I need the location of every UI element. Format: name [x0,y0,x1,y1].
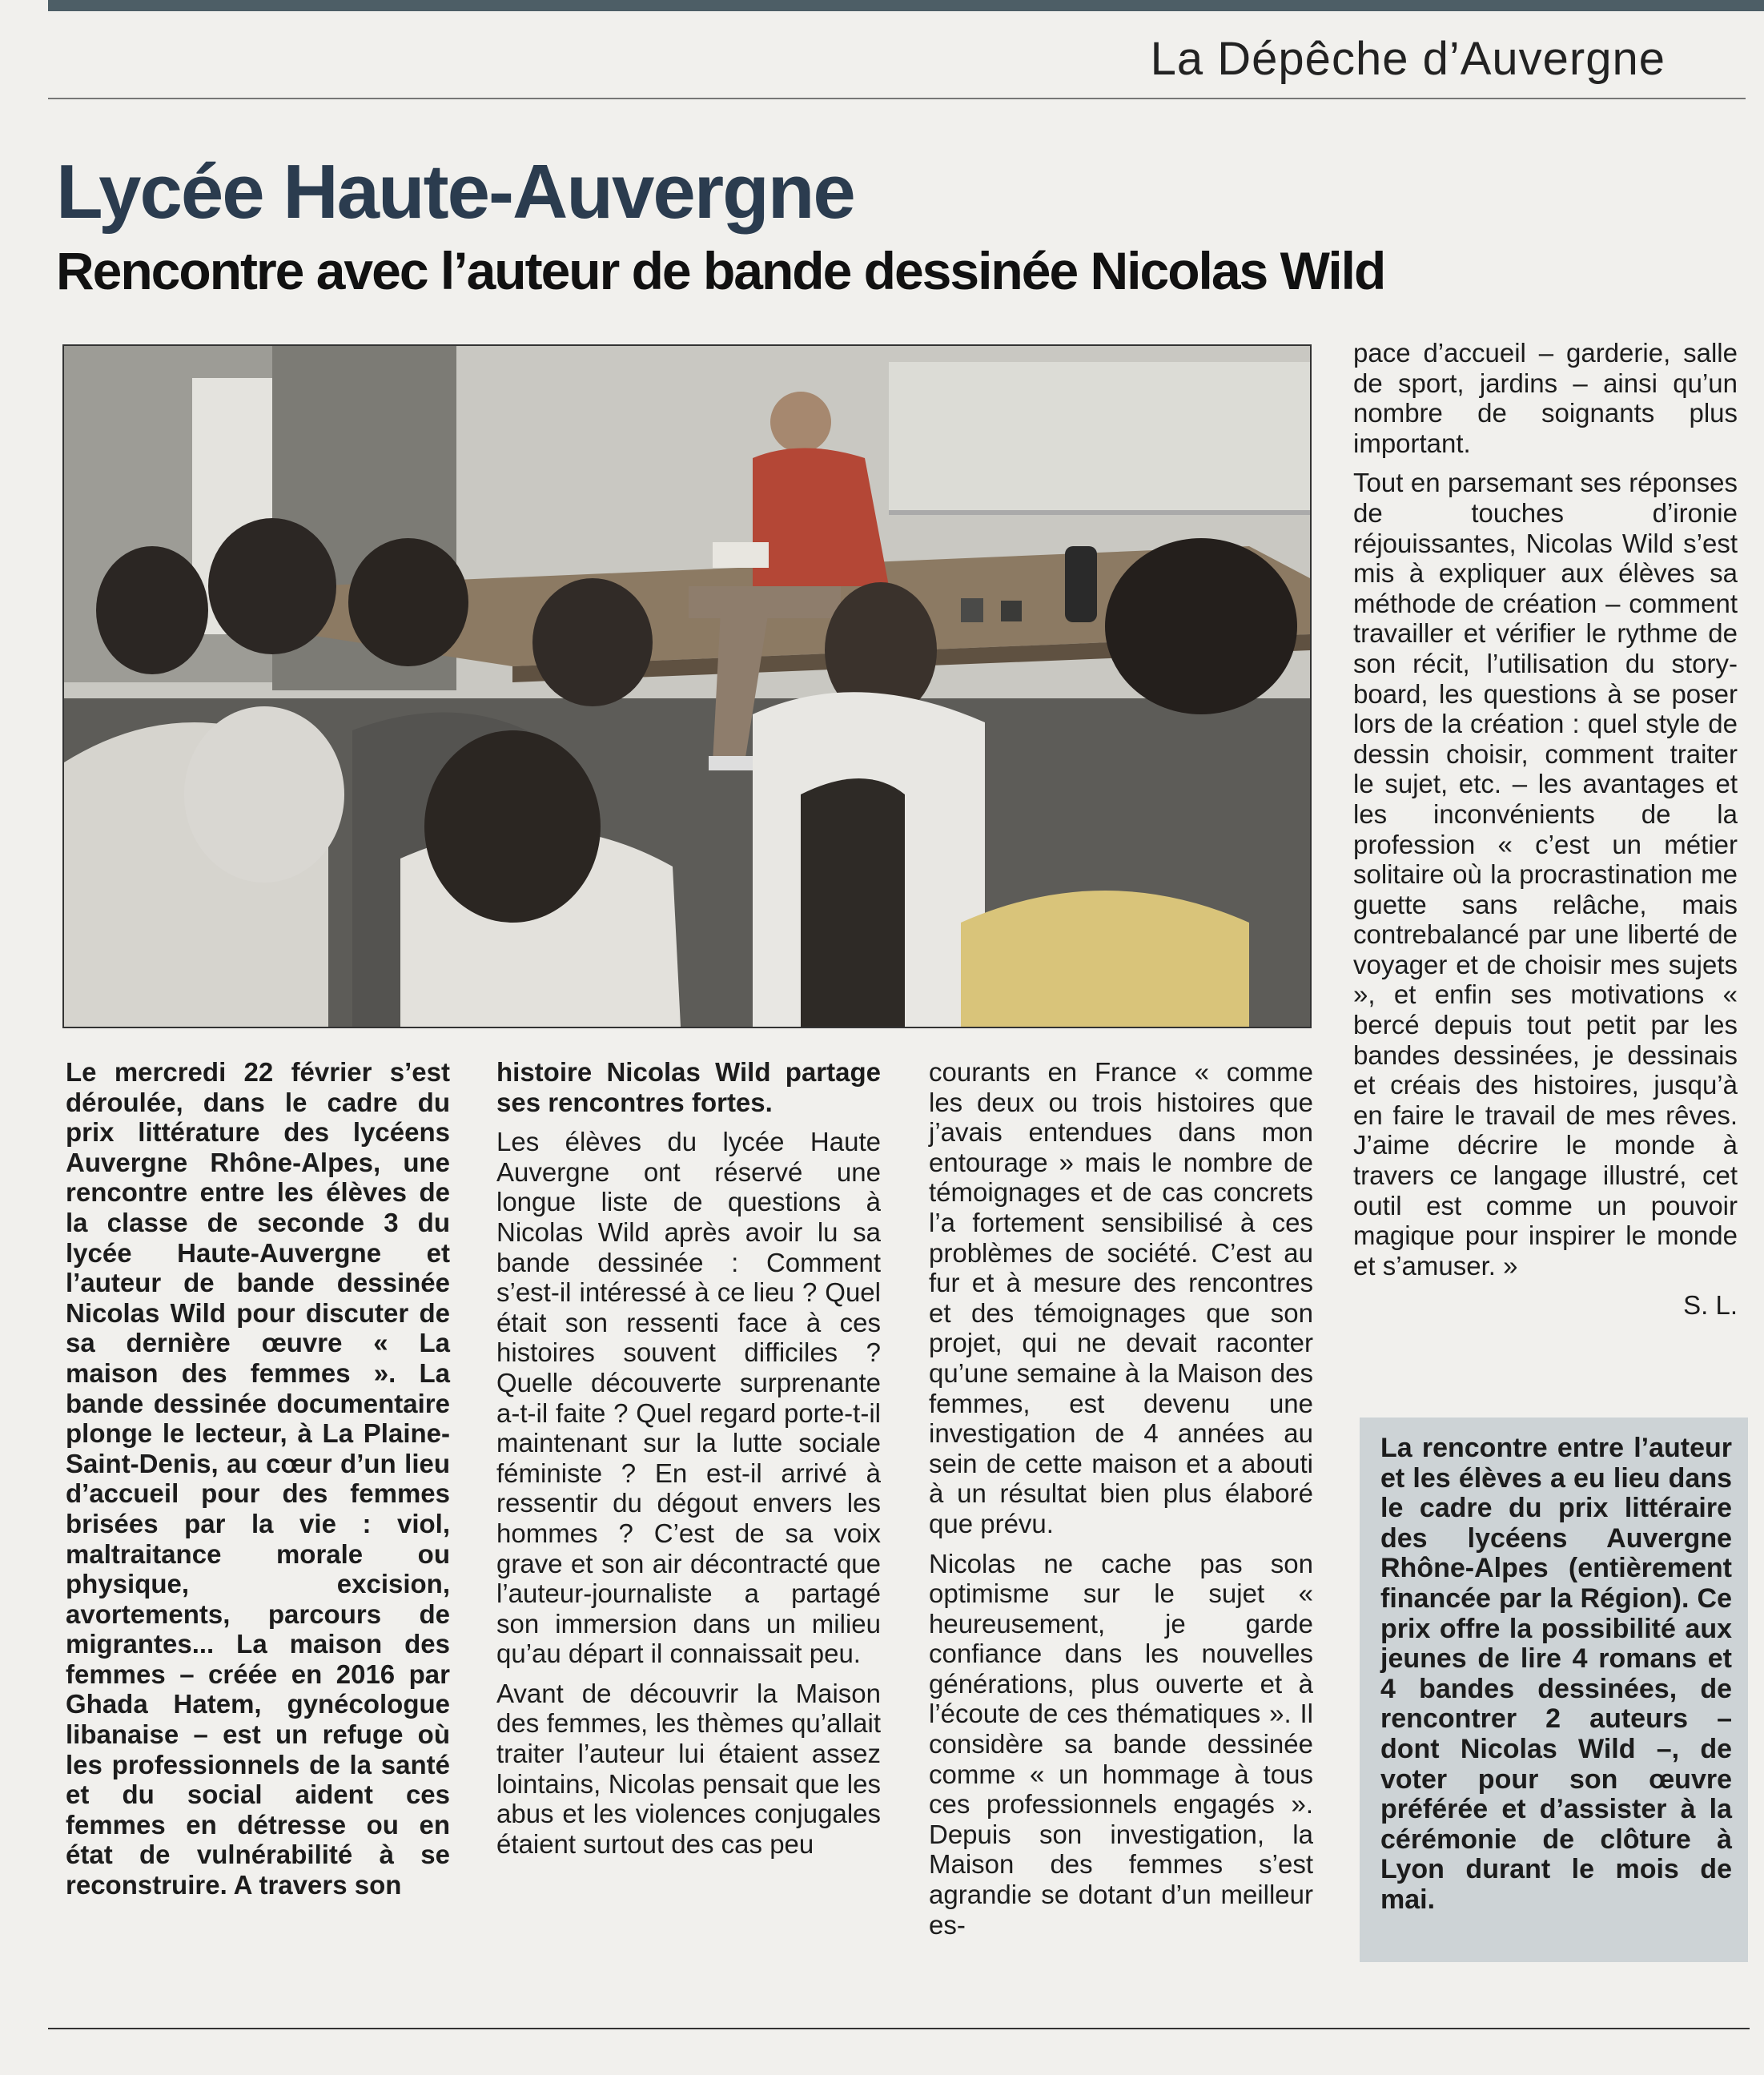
body-paragraph: Les élèves du lycée Haute Auvergne ont réservé une longue liste de questions à Nicolas Wild après avoir lu sa bande dessinée : Comment s’est-il intéressé à ce lieu ? Quel était son ressenti face à ces histoires souvent difficiles ? Quelle découverte surprenante a-t-il faite ? Quel regard porte-t-il maintenant sur la lutte sociale féministe ? En est-il arrivé à ressentir du dégout envers les hommes ? C’est de sa voix grave et son air décontracté que l’auteur-journaliste a partagé son immersion dans un milieu qu’au départ il connaissait peu. [496,1127,881,1669]
classroom-photo [62,344,1312,1028]
header-divider [48,98,1746,99]
page-top-bar [48,0,1764,11]
intro-continuation: histoire Nicolas Wild partage ses rencontres fortes. [496,1057,881,1117]
article-column-1 [66,1057,450,1910]
body-paragraph: pace d’accueil – garderie, salle de sport, jardins – ainsi qu’un nombre de soignants plus important. [1353,338,1738,458]
photo-illustration [64,346,1310,1027]
body-paragraph: courants en France « comme les deux ou trois histoires que j’avais entendues dans mon entourage » mais le nombre de témoignages et de cas concrets l’a fortement sensibilisé à ces problèmes de société. C’est au fur et à mesure des rencontres et des témoignages que son projet, qui ne devait raconter qu’une semaine à la Maison des femmes, est devenu une investigation de 4 années au sein de cette maison et a abouti à un résultat bien plus élaboré que prévu. [929,1057,1313,1538]
sidebar-info-text: La rencontre entre l’auteur et les élèves a eu lieu dans le cadre du prix littéraire des lycéens Auvergne Rhône-Alpes (entièrement financée par la Région). Ce prix offre la possibilité aux jeunes de lire 4 romans et 4 bandes dessinées, de rencontrer 2 auteurs – dont Nicolas Wild –, de voter pour son œuvre préférée et d’assister à la cérémonie de clôture à Lyon durant le mois de mai. [1380,1433,1732,1915]
body-paragraph: Nicolas ne cache pas son optimisme sur le sujet « heureusement, je garde confiance dans les nouvelles générations, plus ouverte et à l’écoute de ces thématiques ». Il considère sa bande dessinée comme « un hommage à tous ces professionnels engagés ». Depuis son investigation, la Maison des femmes s’est agrandie se dotant d’un meilleur es- [929,1548,1313,1940]
article-column-3 [929,1057,1313,1949]
body-paragraph: Tout en parsemant ses réponses de touches d’ironie réjouissantes, Nicolas Wild s’est mis à expliquer aux élèves sa méthode de création – comment travailler et vérifier le rythme de son récit, l’utilisation du story-board, les questions à se poser lors de la création : quel style de dessin choisir, comment traiter le sujet, etc. – les avantages et les inconvénients de la profession « c’est un métier solitaire où la procrastination me guette sans relâche, mais contrebalancé par une liberté de voyager et de choisir mes sujets », et enfin ses motivations « bercé depuis tout petit par les bandes dessinées, je dessinais et créais des histoires, jusqu’à en faire le travail de mes rêves. J’aime décrire le monde à travers ce langage illustré, cet outil est comme un pouvoir magique pour inspirer le monde et s’amuser. » [1353,468,1738,1281]
intro-paragraph: Le mercredi 22 février s’est déroulée, dans le cadre du prix littérature des lycéens Auvergne Rhône-Alpes, une rencontre entre les élèves de la classe de seconde 3 du lycée Haute-Auvergne et l’auteur de bande dessinée Nicolas Wild pour discuter de sa dernière œuvre « La maison des femmes ». La bande dessinée documentaire plonge le lecteur, à La Plaine-Saint-Denis, au cœur d’un lieu d’accueil pour des femmes brisées par la vie : viol, maltraitance morale ou physique, excision, avortements, parcours de migrantes... La maison des femmes – créée en 2016 par Ghada Hatem, gynécologue libanaise – est un refuge où les professionnels de la santé et du social aident ces femmes en détresse ou en état de vulnérabilité à se reconstruire. A travers son [66,1057,450,1900]
subheadline: Rencontre avec l’auteur de bande dessinée Nicolas Wild [56,241,1385,300]
footer-divider [48,2028,1750,2029]
publication-name: La Dépêche d’Auvergne [1150,33,1666,85]
article-column-2 [496,1057,881,1868]
article-column-4 [1353,338,1738,1330]
body-paragraph: Avant de découvrir la Maison des femmes, les thèmes qu’allait traiter l’auteur lui étaient assez lointains, Nicolas pensait que les abus et les violences conjugales étaient surtout des cas peu [496,1678,881,1859]
sidebar-info-box [1360,1418,1748,1962]
headline: Lycée Haute-Auvergne [56,149,854,235]
author-signature: S. L. [1683,1290,1738,1321]
